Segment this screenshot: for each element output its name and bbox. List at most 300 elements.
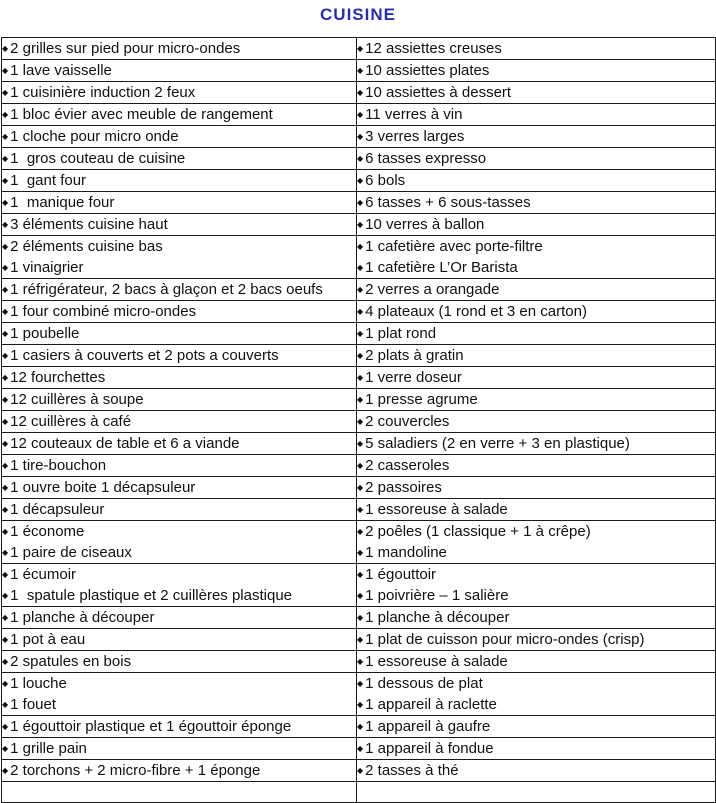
diamond-bullet-icon: ◆	[357, 242, 364, 251]
diamond-bullet-icon: ◆	[2, 570, 9, 579]
list-item	[2, 564, 356, 585]
table-cell-left	[2, 82, 357, 104]
table-row	[2, 170, 716, 192]
table-cell-left	[2, 104, 357, 126]
item-text: 11 verres à vin	[365, 106, 463, 123]
item-text: 1 mandoline	[365, 544, 447, 561]
table-cell-left	[2, 148, 357, 170]
diamond-bullet-icon: ◆	[357, 176, 364, 185]
list-item	[357, 38, 715, 59]
diamond-bullet-icon: ◆	[357, 570, 364, 579]
diamond-bullet-icon: ◆	[2, 613, 9, 622]
diamond-bullet-icon: ◆	[357, 263, 364, 272]
diamond-bullet-icon: ◆	[357, 527, 364, 536]
diamond-bullet-icon: ◆	[357, 722, 364, 731]
table-cell-right	[357, 521, 716, 564]
list-item	[357, 455, 715, 476]
table-cell-left	[2, 192, 357, 214]
diamond-bullet-icon: ◆	[357, 373, 364, 382]
table-cell-left	[2, 673, 357, 716]
table-cell-left	[2, 60, 357, 82]
diamond-bullet-icon: ◆	[2, 744, 9, 753]
table-row	[2, 411, 716, 433]
diamond-bullet-icon: ◆	[2, 591, 9, 600]
diamond-bullet-icon: ◆	[357, 154, 364, 163]
table-row	[2, 104, 716, 126]
diamond-bullet-icon: ◆	[357, 220, 364, 229]
diamond-bullet-icon: ◆	[2, 220, 9, 229]
list-item	[357, 629, 715, 650]
table-cell-left	[2, 279, 357, 301]
item-text: 10 assiettes plates	[365, 62, 490, 79]
diamond-bullet-icon: ◆	[2, 110, 9, 119]
table-cell-right	[357, 607, 716, 629]
table-cell-right	[357, 170, 716, 192]
table-cell-left	[2, 499, 357, 521]
table-row	[2, 782, 716, 803]
item-text: 1 tire-bouchon	[10, 457, 107, 474]
diamond-bullet-icon: ◆	[2, 263, 9, 272]
item-text: 1 planche à découper	[365, 609, 510, 626]
table-row	[2, 477, 716, 499]
list-item	[357, 585, 715, 606]
item-text: 2 torchons + 2 micro-fibre + 1 éponge	[10, 762, 261, 779]
item-text: 1 louche	[10, 675, 67, 692]
list-item	[2, 433, 356, 454]
table-cell-left	[2, 433, 357, 455]
item-text: 1 presse agrume	[365, 391, 478, 408]
list-item	[2, 82, 356, 103]
item-text: 12 couteaux de table et 6 a viande	[10, 435, 240, 452]
item-text: 1 cafetière avec porte-filtre	[365, 238, 543, 255]
table-cell-right	[357, 389, 716, 411]
table-cell-left	[2, 38, 357, 60]
list-item	[357, 542, 715, 563]
table-cell-right	[357, 629, 716, 651]
item-text: 1 cafetière L’Or Barista	[365, 259, 518, 276]
page-title: CUISINE	[320, 5, 396, 24]
table-row	[2, 148, 716, 170]
diamond-bullet-icon: ◆	[357, 744, 364, 753]
list-item	[2, 126, 356, 147]
list-item	[357, 214, 715, 235]
table-row	[2, 214, 716, 236]
list-item	[357, 148, 715, 169]
list-item	[2, 673, 356, 694]
table-cell-left	[2, 214, 357, 236]
item-text: 1 gant four	[10, 172, 87, 189]
diamond-bullet-icon: ◆	[2, 285, 9, 294]
table-cell-right	[357, 651, 716, 673]
table-cell-right	[357, 236, 716, 279]
list-item	[357, 192, 715, 213]
diamond-bullet-icon: ◆	[357, 591, 364, 600]
list-item	[2, 411, 356, 432]
table-cell-right	[357, 499, 716, 521]
table-cell-left	[2, 301, 357, 323]
item-text: 2 plats à gratin	[365, 347, 464, 364]
item-text: 10 verres à ballon	[365, 216, 485, 233]
diamond-bullet-icon: ◆	[2, 700, 9, 709]
item-text: 1 poivrière – 1 salière	[365, 587, 509, 604]
list-item	[357, 716, 715, 737]
diamond-bullet-icon: ◆	[2, 766, 9, 775]
table-row	[2, 564, 716, 607]
item-text: 12 assiettes creuses	[365, 40, 502, 57]
item-text: 5 saladiers (2 en verre + 3 en plastique)	[365, 435, 630, 452]
item-text: 2 spatules en bois	[10, 653, 132, 670]
table-cell-right	[357, 279, 716, 301]
list-item	[357, 738, 715, 759]
list-item	[357, 564, 715, 585]
table-cell-right	[357, 367, 716, 389]
list-item	[2, 257, 356, 278]
table-row	[2, 126, 716, 148]
list-item	[357, 673, 715, 694]
list-item	[2, 279, 356, 300]
table-cell-right	[357, 82, 716, 104]
list-item	[357, 389, 715, 410]
table-row	[2, 301, 716, 323]
item-text: 1 essoreuse à salade	[365, 653, 508, 670]
table-cell-left	[2, 607, 357, 629]
inventory-table	[1, 37, 716, 803]
item-text: 1 décapsuleur	[10, 501, 105, 518]
list-item	[2, 521, 356, 542]
diamond-bullet-icon: ◆	[357, 110, 364, 119]
item-text: 1 ouvre boite 1 décapsuleur	[10, 479, 196, 496]
list-item	[2, 323, 356, 344]
diamond-bullet-icon: ◆	[357, 613, 364, 622]
table-row	[2, 192, 716, 214]
diamond-bullet-icon: ◆	[357, 461, 364, 470]
item-text: 12 cuillères à café	[10, 413, 132, 430]
list-item	[2, 301, 356, 322]
item-text: 2 couvercles	[365, 413, 450, 430]
list-item	[2, 716, 356, 737]
table-row	[2, 82, 716, 104]
list-item	[2, 345, 356, 366]
table-cell-right	[357, 433, 716, 455]
list-item	[357, 301, 715, 322]
diamond-bullet-icon: ◆	[357, 44, 364, 53]
diamond-bullet-icon: ◆	[2, 154, 9, 163]
item-text: 1 appareil à fondue	[365, 740, 494, 757]
table-row	[2, 738, 716, 760]
item-text: 1 dessous de plat	[365, 675, 483, 692]
table-row	[2, 38, 716, 60]
diamond-bullet-icon: ◆	[2, 657, 9, 666]
table-cell-left	[2, 345, 357, 367]
table-row	[2, 760, 716, 782]
list-item	[357, 367, 715, 388]
table-cell-left	[2, 236, 357, 279]
diamond-bullet-icon: ◆	[357, 766, 364, 775]
item-text: 1 poubelle	[10, 325, 80, 342]
table-row	[2, 673, 716, 716]
list-item	[2, 104, 356, 125]
table-cell-left	[2, 170, 357, 192]
list-item	[357, 345, 715, 366]
diamond-bullet-icon: ◆	[2, 483, 9, 492]
table-cell-right	[357, 477, 716, 499]
table-cell-left	[2, 323, 357, 345]
table-cell-right	[357, 301, 716, 323]
diamond-bullet-icon: ◆	[2, 307, 9, 316]
item-text: 4 plateaux (1 rond et 3 en carton)	[365, 303, 587, 320]
table-cell-left	[2, 411, 357, 433]
item-text: 12 cuillères à soupe	[10, 391, 144, 408]
item-text: 2 poêles (1 classique + 1 à crêpe)	[365, 523, 591, 540]
item-text: 1 cloche pour micro onde	[10, 128, 179, 145]
list-item	[357, 499, 715, 520]
table-cell-right	[357, 214, 716, 236]
item-text: 1 four combiné micro-ondes	[10, 303, 197, 320]
table-cell-left	[2, 760, 357, 782]
diamond-bullet-icon: ◆	[357, 88, 364, 97]
diamond-bullet-icon: ◆	[2, 439, 9, 448]
table-cell-right	[357, 192, 716, 214]
table-row	[2, 279, 716, 301]
diamond-bullet-icon: ◆	[357, 657, 364, 666]
table-cell-right	[357, 738, 716, 760]
list-item	[357, 126, 715, 147]
diamond-bullet-icon: ◆	[2, 417, 9, 426]
table-cell-left	[2, 782, 357, 803]
list-item	[357, 60, 715, 81]
table-cell-left	[2, 126, 357, 148]
table-cell-left	[2, 477, 357, 499]
table-cell-right	[357, 148, 716, 170]
list-item	[357, 104, 715, 125]
list-item	[357, 411, 715, 432]
table-cell-left	[2, 521, 357, 564]
diamond-bullet-icon: ◆	[2, 461, 9, 470]
list-item	[357, 323, 715, 344]
list-item	[2, 170, 356, 191]
item-text: 6 tasses expresso	[365, 150, 487, 167]
table-row	[2, 521, 716, 564]
item-text: 2 passoires	[365, 479, 442, 496]
list-item	[2, 651, 356, 672]
diamond-bullet-icon: ◆	[2, 198, 9, 207]
diamond-bullet-icon: ◆	[2, 527, 9, 536]
diamond-bullet-icon: ◆	[2, 132, 9, 141]
item-text: 6 tasses + 6 sous-tasses	[365, 194, 531, 211]
item-text: 6 bols	[365, 172, 406, 189]
table-row	[2, 60, 716, 82]
list-item	[2, 455, 356, 476]
item-text: 1 plat de cuisson pour micro-ondes (crisp)	[365, 631, 645, 648]
diamond-bullet-icon: ◆	[357, 548, 364, 557]
item-text: 1 réfrigérateur, 2 bacs à glaçon et 2 bacs oeufs	[10, 281, 323, 298]
list-item	[2, 192, 356, 213]
item-text: 10 assiettes à dessert	[365, 84, 512, 101]
table-cell-left	[2, 738, 357, 760]
diamond-bullet-icon: ◆	[357, 635, 364, 644]
table-row	[2, 499, 716, 521]
table-row	[2, 433, 716, 455]
table-cell-right	[357, 455, 716, 477]
inventory-table-body	[2, 38, 716, 803]
table-cell-right	[357, 716, 716, 738]
table-cell-left	[2, 716, 357, 738]
table-row	[2, 345, 716, 367]
diamond-bullet-icon: ◆	[357, 439, 364, 448]
item-text: 1 grille pain	[10, 740, 87, 757]
diamond-bullet-icon: ◆	[357, 483, 364, 492]
list-item	[2, 148, 356, 169]
table-cell-right	[357, 323, 716, 345]
diamond-bullet-icon: ◆	[2, 88, 9, 97]
diamond-bullet-icon: ◆	[357, 329, 364, 338]
list-item	[357, 694, 715, 715]
item-text: 1 appareil à raclette	[365, 696, 497, 713]
item-text: 1 plat rond	[365, 325, 437, 342]
item-text: 1 cuisinière induction 2 feux	[10, 84, 196, 101]
diamond-bullet-icon: ◆	[357, 351, 364, 360]
diamond-bullet-icon: ◆	[357, 505, 364, 514]
item-text: 12 fourchettes	[10, 369, 106, 386]
list-item	[357, 257, 715, 278]
list-item	[2, 585, 356, 606]
list-item	[2, 694, 356, 715]
list-item	[357, 477, 715, 498]
table-row	[2, 323, 716, 345]
diamond-bullet-icon: ◆	[2, 373, 9, 382]
table-cell-right	[357, 411, 716, 433]
table-row	[2, 651, 716, 673]
diamond-bullet-icon: ◆	[357, 700, 364, 709]
item-text: 1 casiers à couverts et 2 pots a couverts	[10, 347, 279, 364]
item-text: 3 verres larges	[365, 128, 465, 145]
item-text: 1 planche à découper	[10, 609, 155, 626]
diamond-bullet-icon: ◆	[357, 132, 364, 141]
diamond-bullet-icon: ◆	[2, 176, 9, 185]
diamond-bullet-icon: ◆	[2, 679, 9, 688]
item-text: 2 tasses à thé	[365, 762, 459, 779]
table-cell-left	[2, 629, 357, 651]
list-item	[357, 651, 715, 672]
diamond-bullet-icon: ◆	[357, 417, 364, 426]
table-row	[2, 716, 716, 738]
list-item	[2, 760, 356, 781]
table-cell-right	[357, 782, 716, 803]
table-cell-right	[357, 38, 716, 60]
item-text: 2 verres a orangade	[365, 281, 500, 298]
table-row	[2, 236, 716, 279]
table-cell-left	[2, 389, 357, 411]
item-text: 3 éléments cuisine haut	[10, 216, 168, 233]
table-cell-right	[357, 760, 716, 782]
table-cell-left	[2, 367, 357, 389]
list-item	[2, 477, 356, 498]
item-text: 2 éléments cuisine bas	[10, 238, 163, 255]
diamond-bullet-icon: ◆	[357, 198, 364, 207]
diamond-bullet-icon: ◆	[2, 722, 9, 731]
table-cell-right	[357, 564, 716, 607]
diamond-bullet-icon: ◆	[2, 351, 9, 360]
diamond-bullet-icon: ◆	[357, 307, 364, 316]
item-text: 1 essoreuse à salade	[365, 501, 508, 518]
list-item	[357, 521, 715, 542]
diamond-bullet-icon: ◆	[357, 66, 364, 75]
list-item	[2, 607, 356, 628]
table-cell-left	[2, 564, 357, 607]
table-cell-right	[357, 104, 716, 126]
table-cell-right	[357, 60, 716, 82]
list-item	[357, 607, 715, 628]
list-item	[2, 367, 356, 388]
table-row	[2, 367, 716, 389]
diamond-bullet-icon: ◆	[357, 679, 364, 688]
list-item	[357, 279, 715, 300]
list-item	[2, 629, 356, 650]
list-item	[2, 236, 356, 257]
diamond-bullet-icon: ◆	[2, 505, 9, 514]
diamond-bullet-icon: ◆	[2, 242, 9, 251]
item-text: 1 paire de ciseaux	[10, 544, 132, 561]
item-text: 1 fouet	[10, 696, 57, 713]
item-text: 1 pot à eau	[10, 631, 86, 648]
item-text: 1 gros couteau de cuisine	[10, 150, 186, 167]
table-row	[2, 455, 716, 477]
item-text: 1 verre doseur	[365, 369, 462, 386]
list-item	[357, 170, 715, 191]
item-text: 2 casseroles	[365, 457, 450, 474]
item-text: 1 spatule plastique et 2 cuillères plastique	[10, 587, 292, 604]
table-cell-left	[2, 651, 357, 673]
item-text: 1 manique four	[10, 194, 115, 211]
table-cell-right	[357, 345, 716, 367]
list-item	[2, 60, 356, 81]
table-cell-right	[357, 673, 716, 716]
list-item	[2, 499, 356, 520]
diamond-bullet-icon: ◆	[2, 66, 9, 75]
diamond-bullet-icon: ◆	[2, 635, 9, 644]
diamond-bullet-icon: ◆	[2, 548, 9, 557]
table-row	[2, 607, 716, 629]
diamond-bullet-icon: ◆	[2, 329, 9, 338]
list-item	[357, 433, 715, 454]
list-item	[357, 82, 715, 103]
table-cell-right	[357, 126, 716, 148]
item-text: 1 écumoir	[10, 566, 77, 583]
table-row	[2, 389, 716, 411]
table-cell-left	[2, 455, 357, 477]
list-item	[2, 738, 356, 759]
diamond-bullet-icon: ◆	[357, 285, 364, 294]
diamond-bullet-icon: ◆	[2, 395, 9, 404]
table-row	[2, 629, 716, 651]
item-text: 1 égouttoir plastique et 1 égouttoir éponge	[10, 718, 292, 735]
list-item	[2, 214, 356, 235]
list-item	[2, 38, 356, 59]
list-item	[357, 236, 715, 257]
diamond-bullet-icon: ◆	[357, 395, 364, 404]
item-text: 1 économe	[10, 523, 85, 540]
item-text: 1 appareil à gaufre	[365, 718, 491, 735]
item-text: 1 lave vaisselle	[10, 62, 112, 79]
list-item	[2, 389, 356, 410]
item-text: 1 vinaigrier	[10, 259, 84, 276]
item-text: 1 égouttoir	[365, 566, 437, 583]
item-text: 2 grilles sur pied pour micro-ondes	[10, 40, 241, 57]
list-item	[2, 542, 356, 563]
item-text: 1 bloc évier avec meuble de rangement	[10, 106, 273, 123]
diamond-bullet-icon: ◆	[2, 44, 9, 53]
list-item	[357, 760, 715, 781]
